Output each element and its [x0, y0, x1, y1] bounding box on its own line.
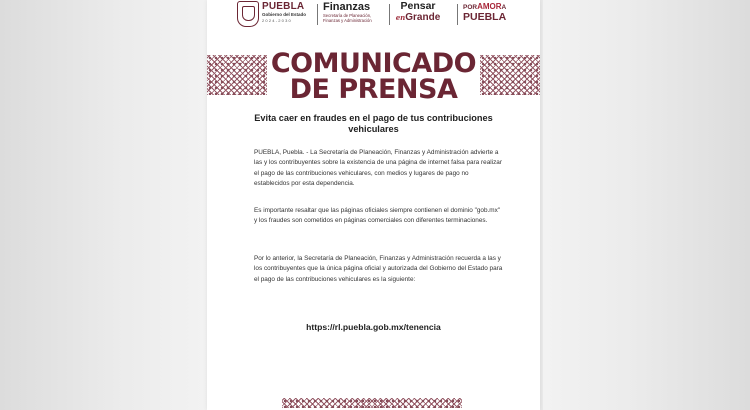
official-payment-url: https://rl.puebla.gob.mx/tenencia — [306, 322, 441, 332]
left-background — [0, 0, 207, 410]
paragraph: Es importante resaltar que las páginas oficiales siempre contienen el dominio "gob.mx" y los fraudes son cometidos en páginas comerciales con diferentes terminaciones. — [254, 207, 501, 225]
pensar-logo-grande: Grande — [405, 12, 441, 23]
decorative-pattern-right — [480, 55, 540, 95]
paragraph: PUEBLA, Puebla. - La Secretaría de Planeación, Finanzas y Administración advierte a las y los contribuyentes sobre la existencia de una página de internet falsa para realizar el pago de las contribuciones vehiculares, con medios y lugares de pago no establecidos por esta dependencia. — [254, 149, 502, 187]
title-line2: DE PRENSA — [289, 74, 458, 105]
pensar-logo-prefix: en — [395, 13, 406, 22]
finanzas-logo-subtitle: Secretaría de Planeación, Finanzas y Administración — [323, 13, 372, 23]
right-background — [543, 0, 750, 410]
puebla-government-logo — [262, 1, 314, 23]
coat-of-arms-icon — [237, 1, 259, 27]
logo-divider — [317, 4, 318, 25]
poramor-logo-line2: PUEBLA — [463, 11, 507, 23]
press-release-headline: Evita caer en fraudes en el pago de tus contribuciones vehiculares — [254, 113, 493, 134]
puebla-logo-title: PUEBLA — [262, 1, 305, 12]
press-release-title — [267, 48, 480, 105]
puebla-logo-subtitle: Gobierno del Estado — [262, 12, 307, 17]
logo-divider — [457, 4, 458, 25]
press-release-document — [207, 0, 540, 410]
logo-header — [207, 0, 540, 30]
paragraph: Por lo anterior, la Secretaría de Planeación, Finanzas y Administración recuerda a las y los contribuyentes que la única página oficial y autorizada del Gobierno del Estado para el pago de las contribuciones vehiculares es la siguiente: — [254, 255, 503, 283]
pensar-logo-line2 — [395, 12, 441, 23]
poramor-accent: AMOR — [477, 2, 502, 11]
title-line1: COMUNICADO — [270, 48, 477, 79]
finanzas-logo-title: Finanzas — [323, 1, 371, 13]
pensar-logo-line1: Pensar — [400, 0, 436, 12]
puebla-logo-years: 2024-2030 — [262, 18, 292, 23]
decorative-pattern-bottom — [282, 398, 462, 408]
poramor-prefix: POR — [463, 4, 478, 11]
pensar-en-grande-logo — [395, 1, 441, 23]
finanzas-logo — [323, 1, 385, 23]
poramor-suffix: A — [501, 4, 507, 11]
decorative-pattern-left — [207, 55, 267, 95]
por-amor-a-puebla-logo — [463, 3, 523, 23]
logo-divider — [389, 4, 390, 25]
